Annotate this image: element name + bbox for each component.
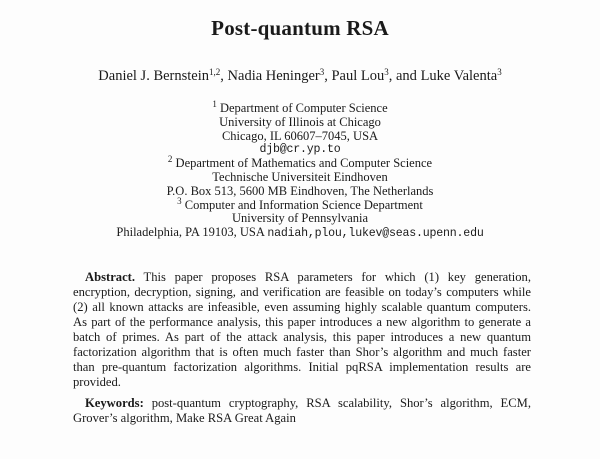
abstract-text: This paper proposes RSA parameters for which (1) key generation, encryption, decryption, signing, and verification are feasible on today’s computers while (2) all known attacks are infeasible, even assuming highly scalable quantum computers. As part of the performance analysis, this paper introduces a new algorithm to generate a batch of primes. As part of the attack analysis, this paper introduces a new quantum factorization algorithm that is often much faster than Shor’s algorithm and much faster than pre-quantum factorization algorithms. Initial pqRSA implementation results are provided. [73,269,531,389]
affiliation-line [0,99,600,116]
affiliation-line: P.O. Box 513, 5600 MB Eindhoven, The Netherlands [166,183,434,198]
abstract-label: Abstract. [85,269,136,284]
abstract-section [73,270,531,390]
affiliation-2 [0,154,600,198]
author-affiliation-superscript: 1,2 [209,67,221,77]
author-separator: , and [388,68,421,84]
affiliation-3 [0,195,600,241]
author-name: Paul Lou [331,68,385,84]
affiliation-marker: 2 [167,154,173,165]
affiliation-line [0,154,600,171]
abstract-paragraph [73,270,531,390]
affiliation-text: Computer and Information Science Department [184,197,423,212]
affiliation-line [0,226,600,241]
affiliation-1 [0,99,600,157]
affiliation-text: Philadelphia, PA 19103, USA [116,225,268,240]
affiliation-line: University of Pennsylvania [231,211,369,226]
affiliation-marker: 3 [177,195,182,206]
affiliations-block [0,99,600,241]
keywords-label: Keywords: [85,395,144,410]
affiliation-text: Department of Mathematics and Computer Science [175,156,433,171]
email-address: djb@cr.yp.to [259,143,341,157]
author-affiliation-superscript: 3 [319,67,325,77]
author-name: Luke Valenta [420,68,498,84]
affiliation-text: Department of Computer Science [219,101,388,115]
author-name: Daniel J. Bernstein [98,68,210,84]
paper-title: Post-quantum RSA [211,16,389,40]
affiliation-line [0,195,600,213]
author-separator: , [324,68,332,84]
author-affiliation-superscript: 3 [497,67,502,77]
email-address: nadiah,plou,lukev@seas.upenn.edu [267,227,484,241]
affiliation-marker: 1 [212,99,217,109]
author-affiliation-superscript: 3 [384,67,389,77]
keywords-section [73,396,531,426]
affiliation-line: Technische Universiteit Eindhoven [212,169,388,184]
authors-line [0,68,600,85]
keywords-paragraph [73,396,531,426]
affiliation-line: Chicago, IL 60607–7045, USA [221,128,379,143]
keywords-text: post-quantum cryptography, RSA scalability, Shor’s algorithm, ECM, Grover’s algorithm, Make RSA Great Again [73,395,531,425]
affiliation-line: University of Illinois at Chicago [219,114,381,129]
author-separator: , [220,68,228,84]
author-name: Nadia Heninger [227,68,320,84]
